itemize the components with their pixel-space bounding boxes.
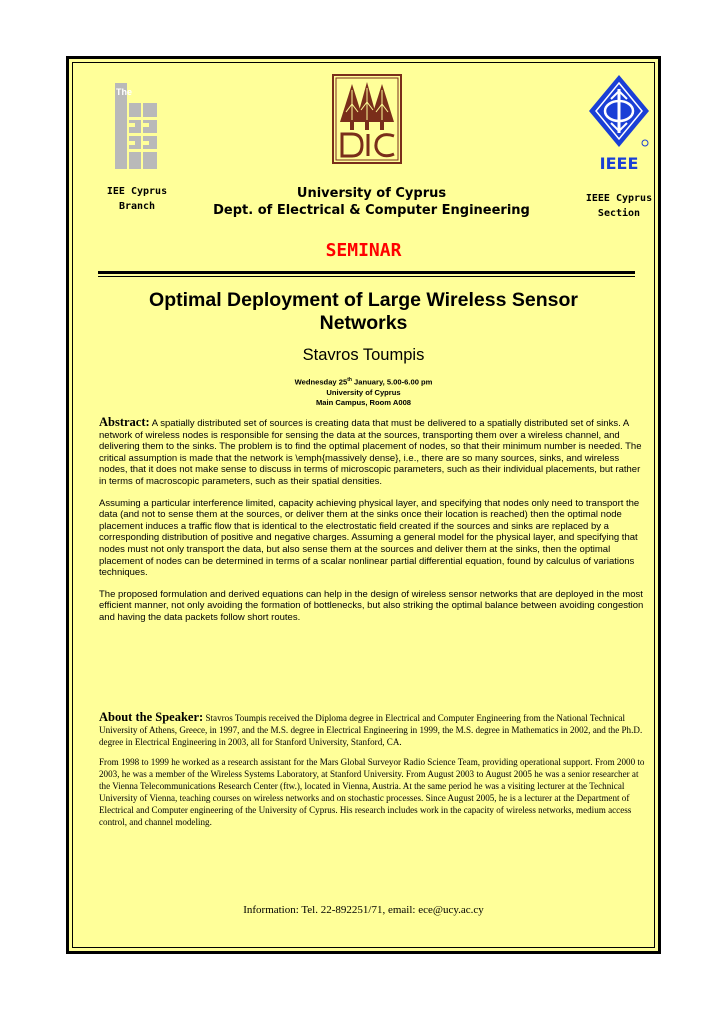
ucy-logo [332,74,402,164]
venue-line1: University of Cyprus [326,387,401,397]
divider-thin [98,276,635,277]
about-speaker-section [99,711,645,836]
iee-cyprus-branch-label: IEE Cyprus Branch [106,186,168,212]
divider-thick [98,271,635,274]
university-name: University of Cyprus [296,186,447,201]
ieee-logo [587,73,651,175]
talk-date: Wednesday 25th January, 5.00-6.00 pm [294,377,433,387]
about-heading: About the Speaker: [99,710,204,724]
speaker-name: Stavros Toumpis [302,346,425,364]
about-paragraph-1: About the Speaker: Stavros Toumpis received the Diploma degree in Electrical and Computer Engineering from the National Technical University of Athens, Greece, in 1997, and the M.S. degree in Electrical Engineering in 1999, the M.S. degree in Mathematics in 2002, and the Ph.D. degree in Electrical Engineering in 2003, all for Stanford University, Stanford, CA. [99,710,643,747]
about-paragraph-2: From 1998 to 1999 he worked as a research assistant for the Mars Global Surveyor Radio Science Team, providing operational support. From 2000 to 2003, he was a member of the Wireless Systems Laboratory, at Stanford University. From August 2003 to August 2005 he was a senior researcher at the Vienna Telecommunications Research Center (ftw.), located in Vienna, Austria. At the same period he was a visiting lecturer at the Technical University of Vienna, teaching courses on wireless networks and on stochastic processes. Since August 2005, he is a lecturer at the Department of Electrical and Computer engineering of the University of Cyprus. His research includes work in the capacity of wireless networks, medium access control, and channel modeling. [99,757,645,827]
contact-information: Information: Tel. 22-892251/71, email: ece@ucy.ac.cy [243,904,484,916]
department-name: Dept. of Electrical & Computer Engineering [213,203,530,218]
iee-logo-text: The [116,87,133,97]
poster-content [69,59,658,951]
abstract-paragraph-3: The proposed formulation and derived equations can help in the design of wireless sensor networks that are deployed in the most efficient manner, not only avoiding the formation of bottlenecks, but also striking the optimal balance between avoiding congestion and having the data packets follow short routes. [99,588,644,623]
iee-logo [114,81,158,171]
poster-frame [66,56,661,954]
talk-title: Optimal Deployment of Large Wireless Sensor Networks [149,289,578,334]
seminar-label: SEMINAR [325,240,402,261]
abstract-heading: Abstract: [99,415,150,429]
ieee-cyprus-section-label: IEEE Cyprus Section [585,193,653,219]
ieee-logo-text: IEEE [599,154,639,173]
venue-line2: Main Campus, Room A008 [315,397,412,407]
university-heading [179,185,564,219]
abstract-paragraph-2: Assuming a particular interference limited, capacity achieving physical layer, and specifying that nodes only need to transport the data (and not to sense them at the sources, or deliver them at the sinks once their location is reached) then the optimal node placement induces a traffic flow that is identical to the electrostatic field created if the sources and sinks are replaced by a corresponding distribution of positive and negative charges. Assuming a general model for the physical layer, and specifying that nodes must not only transport the data, but also sense them at the sources and deliver them at the sinks, then the optimal placement of nodes can be determined in terms of a scalar nonlinear partial differential equation, found by calculus of variations techniques. [99,497,640,579]
talk-details [69,375,658,408]
abstract-section [99,417,645,634]
abstract-paragraph-1: Abstract: A spatially distributed set of sources is creating data that must be delivered to a spatially distributed set of sinks. A network of wireless nodes is responsible for sensing the data at the sources, transporting them over a wireless channel, and delivering them to the sinks. The problem is to find the optimal placement of nodes, so that their minimum number is needed. The critical assumption is made that the network is \emph{massively dense}, i.e., there are so many sources, sinks, and wireless nodes, that it does not make sense to discuss in terms of microscopic parameters, such as their individual placements, but rather in terms of macroscopic parameters, such as their spatial densities. [99,415,642,487]
